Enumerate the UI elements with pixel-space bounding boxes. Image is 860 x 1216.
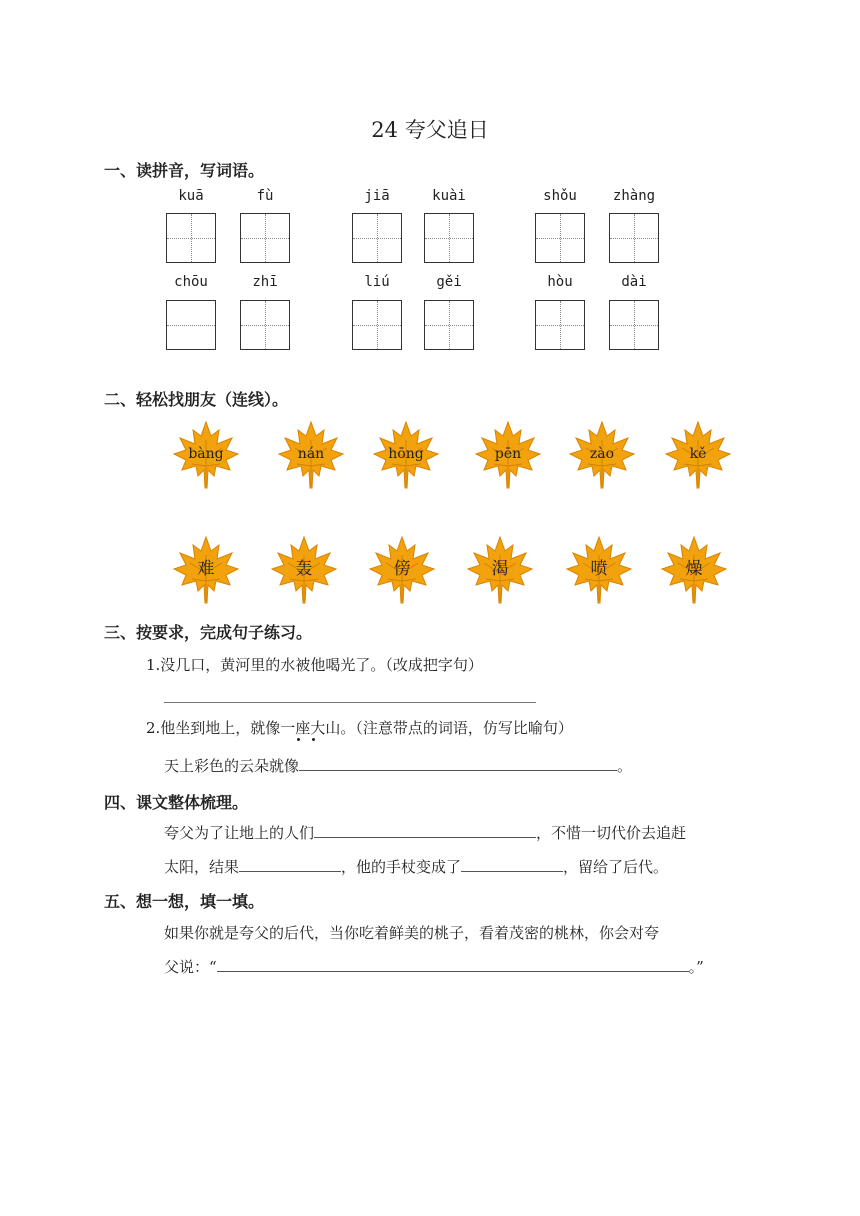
writing-box[interactable] — [424, 213, 474, 263]
leaf-pinyin[interactable] — [472, 418, 544, 490]
leaf-character[interactable] — [366, 533, 438, 605]
leaf-character-label: 难 — [197, 559, 215, 579]
pinyin-label: kuài — [432, 188, 466, 204]
writing-box[interactable] — [609, 300, 659, 350]
pinyin-label: zhī — [252, 274, 278, 290]
leaf-character[interactable] — [170, 533, 242, 605]
leaf-pinyin-label: pēn — [494, 446, 522, 462]
q1-text: 1.没几口，黄河里的水被他喝光了。（改成把字句） — [146, 656, 483, 674]
s4-blank-1[interactable] — [314, 823, 536, 838]
emphasis-dot — [297, 738, 300, 741]
pinyin-label: gěi — [436, 274, 462, 290]
section5-line2 — [164, 956, 704, 977]
leaf-pinyin[interactable] — [566, 418, 638, 490]
q2-blank[interactable] — [299, 756, 617, 771]
q2-prefix: 天上彩色的云朵就像 — [164, 757, 300, 775]
leaf-pinyin[interactable] — [275, 418, 347, 490]
leaf-pinyin-label: bàng — [188, 446, 224, 462]
leaf-character-label: 轰 — [295, 559, 313, 579]
s5-text-b: 。” — [688, 958, 704, 976]
pinyin-label: fù — [256, 188, 274, 204]
s4-text-b: ，不惜一切代价去追赶 — [536, 824, 687, 842]
s4-text-a: 夸父为了让地上的人们 — [164, 824, 315, 842]
q2-suffix: 。 — [617, 757, 633, 775]
writing-box[interactable] — [240, 300, 290, 350]
section1-heading: 一、读拼音，写词语。 — [104, 161, 265, 180]
writing-box[interactable] — [535, 300, 585, 350]
pinyin-label: kuā — [178, 188, 204, 204]
writing-box[interactable] — [535, 213, 585, 263]
leaf-character-label: 渴 — [491, 559, 509, 579]
leaf-pinyin-label: zào — [589, 446, 615, 462]
leaf-character-label: 燥 — [685, 559, 703, 579]
leaf-pinyin[interactable] — [662, 418, 734, 490]
page-title: 24 夸父追日 — [371, 118, 489, 142]
s4-blank-3[interactable] — [461, 857, 563, 872]
section5-heading: 五、想一想，填一填。 — [104, 892, 265, 911]
s4-text-e: ，留给了后代。 — [563, 858, 669, 876]
pinyin-label: chōu — [174, 274, 208, 290]
emphasis-dot — [312, 738, 315, 741]
q2-answer-row — [164, 755, 632, 776]
section4-line2 — [164, 856, 668, 877]
leaf-character-label: 喷 — [590, 559, 608, 579]
pinyin-label: hòu — [547, 274, 573, 290]
leaf-pinyin-label: kě — [689, 446, 707, 462]
section4-line1 — [164, 822, 686, 843]
pinyin-label: zhàng — [612, 188, 656, 204]
leaf-pinyin[interactable] — [170, 418, 242, 490]
pinyin-label: dài — [621, 274, 647, 290]
writing-box[interactable] — [609, 213, 659, 263]
leaf-pinyin-label: nán — [297, 446, 325, 462]
section5-line1: 如果你就是夸父的后代，当你吃着鲜美的桃子，看着茂密的桃林，你会对夸 — [164, 924, 660, 942]
s5-blank[interactable] — [217, 957, 689, 972]
leaf-character[interactable] — [268, 533, 340, 605]
section2-heading: 二、轻松找朋友（连线）。 — [104, 390, 289, 409]
section4-heading: 四、课文整体梳理。 — [104, 793, 249, 812]
pinyin-label: shǒu — [543, 188, 577, 204]
q1-answer-line[interactable] — [164, 702, 536, 703]
writing-box[interactable] — [424, 300, 474, 350]
writing-box[interactable] — [352, 213, 402, 263]
leaf-pinyin-label: hōng — [388, 446, 424, 462]
writing-box[interactable] — [166, 300, 216, 350]
writing-box[interactable] — [240, 213, 290, 263]
leaf-character-label: 傍 — [393, 559, 411, 579]
section3-heading: 三、按要求，完成句子练习。 — [104, 623, 313, 642]
s4-text-d: ，他的手杖变成了 — [341, 858, 462, 876]
pinyin-label: liú — [364, 274, 390, 290]
pinyin-label: jiā — [364, 188, 390, 204]
writing-box[interactable] — [352, 300, 402, 350]
leaf-character[interactable] — [563, 533, 635, 605]
q2-text: 2.他坐到地上，就像一座大山。（注意带点的词语，仿写比喻句） — [146, 719, 573, 737]
leaf-pinyin[interactable] — [370, 418, 442, 490]
writing-box[interactable] — [166, 213, 216, 263]
leaf-character[interactable] — [464, 533, 536, 605]
s4-text-c: 太阳，结果 — [164, 858, 240, 876]
s4-blank-2[interactable] — [239, 857, 341, 872]
s5-text-a: 父说：“ — [164, 958, 217, 976]
leaf-character[interactable] — [658, 533, 730, 605]
